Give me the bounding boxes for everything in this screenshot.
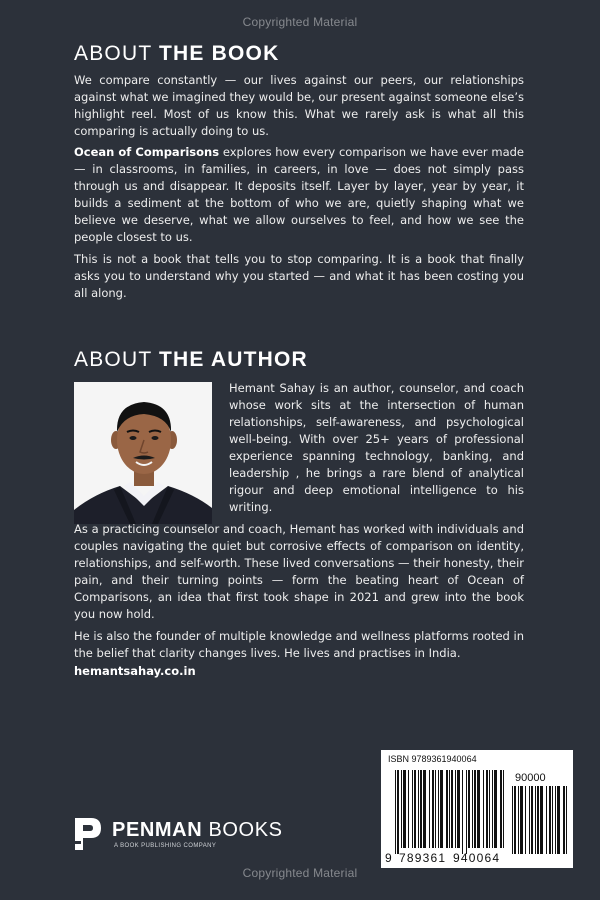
main-barcode-bars	[395, 770, 504, 854]
author-portrait-illustration	[74, 382, 212, 524]
copyright-watermark-bottom: Copyrighted Material	[242, 866, 358, 880]
about-author-heading-bold: THE AUTHOR	[159, 348, 308, 371]
book-description-paragraph-2	[74, 144, 524, 246]
barcode-bar	[418, 770, 419, 848]
author-photo	[74, 382, 212, 524]
barcode-bar	[546, 786, 547, 854]
copyright-watermark-top: Copyrighted Material	[242, 15, 358, 29]
barcode-bar	[549, 786, 551, 854]
publisher-name-light: BOOKS	[202, 819, 283, 841]
publisher-name	[112, 819, 283, 842]
barcode-bar	[468, 770, 470, 848]
barcode-bar	[520, 786, 523, 854]
author-bio-paragraph-3: He is also the founder of multiple knowledge and wellness platforms rooted in the belief that clarity changes lives. He lives and practises in India.	[74, 629, 524, 660]
barcode-bar	[432, 770, 434, 848]
book-description-paragraph-3: This is not a book that tells you to stop comparing. It is a book that finally asks you to understand why you started — and what it has been costing you all along.	[74, 252, 524, 300]
penman-p-logo-icon	[73, 816, 103, 852]
barcode-bar	[529, 786, 530, 854]
barcode-bar	[566, 786, 567, 854]
barcode-graphic	[381, 750, 573, 868]
about-book-heading-light: ABOUT	[74, 42, 152, 65]
publisher-logo	[73, 816, 303, 856]
publisher-name-bold: PENMAN	[112, 819, 203, 841]
isbn-barcode	[381, 750, 573, 868]
barcode-left-digits: 789361	[399, 851, 447, 865]
book-title-inline: Ocean of Comparisons	[74, 145, 220, 159]
barcode-bar	[472, 770, 473, 848]
barcode-bar	[531, 786, 533, 854]
barcode-bar	[552, 786, 553, 854]
author-bio-paragraph-1: Hemant Sahay is an author, counselor, and coach whose work sits at the intersection of human relationships, self-awareness, and psychological well-being. With over 25+ years of professional experience spanning technology, banking, and leadership , he brings a rare blend of analytical rigour and deep emotional intelligence to his writing.	[229, 381, 524, 514]
barcode-bar	[446, 770, 448, 848]
barcode-bar	[401, 770, 402, 848]
barcode-bar	[483, 770, 484, 848]
barcode-bar	[449, 770, 450, 848]
barcode-bar	[397, 770, 399, 854]
about-book-heading-bold: THE BOOK	[159, 42, 280, 65]
barcode-bar	[440, 770, 443, 848]
barcode-bar	[494, 770, 497, 848]
barcode-bar	[451, 770, 453, 848]
barcode-bar	[535, 786, 536, 854]
barcode-bar	[537, 786, 539, 854]
barcode-bar	[466, 770, 467, 854]
about-author-heading-light: ABOUT	[74, 348, 152, 371]
barcode-bar	[412, 770, 413, 848]
barcode-bar	[503, 770, 504, 848]
barcode-bar	[557, 786, 560, 854]
addon-barcode-bars	[512, 786, 567, 854]
barcode-bar	[540, 786, 543, 854]
barcode-bar	[435, 770, 436, 848]
barcode-bar	[514, 786, 516, 854]
author-bio-paragraph-2: As a practicing counselor and coach, Hemant has worked with individuals and couples navigating the quiet but corrosive effects of comparison on identity, relationships, and self-worth. These lived conversations — their honesty, their pain, and their turning points — form the beating heart of Ocean of Comparisons, an idea that first took shape in 2021 and grew into the book you now hold.	[74, 522, 524, 621]
price-code-text: 90000	[515, 772, 546, 784]
barcode-bar	[474, 770, 476, 848]
barcode-bar	[555, 786, 556, 854]
barcode-bar	[512, 786, 513, 854]
publisher-tagline: A BOOK PUBLISHING COMPANY	[114, 843, 217, 849]
isbn-label: ISBN 9789361940064	[388, 754, 477, 764]
book-description-paragraph-1: We compare constantly — our lives against our peers, our relationships against what we imagined they would be, our present against someone else’s highlight reel. Most of us know this. What we rarely ask is what all this comparing is actually doing to us.	[74, 73, 524, 138]
barcode-bar	[563, 786, 565, 854]
about-book-heading	[74, 42, 279, 66]
barcode-bar	[462, 770, 463, 854]
barcode-bar	[438, 770, 439, 848]
barcode-first-digit: 9	[385, 851, 392, 865]
barcode-bar	[414, 770, 416, 848]
barcode-bar	[525, 786, 526, 854]
barcode-bar	[408, 770, 409, 848]
about-author-heading	[74, 348, 308, 372]
barcode-bar	[429, 770, 430, 848]
barcode-bar	[492, 770, 493, 848]
barcode-bar	[457, 770, 460, 848]
barcode-bar	[420, 770, 422, 848]
barcode-bar	[489, 770, 490, 848]
barcode-bar	[500, 770, 502, 848]
barcode-bar	[518, 786, 519, 854]
barcode-bar	[455, 770, 456, 848]
barcode-bar	[423, 770, 426, 848]
barcode-bar	[403, 770, 406, 848]
barcode-bar	[477, 770, 480, 848]
author-website: hemantsahay.co.in	[74, 664, 196, 678]
barcode-bar	[395, 770, 396, 854]
barcode-right-digits: 940064	[453, 851, 501, 865]
book-description-paragraph-2-body: explores how every comparison we have ever made — in classrooms, in families, in careers, in love — does not simply pass through us and disappear. It deposits itself. Layer by layer, year by year, it builds a sediment at the bottom of who we are, quietly shaping what we believe we deserve, what we allow ourselves to feel, and how we see the people closest to us.	[74, 145, 524, 244]
barcode-bar	[486, 770, 488, 848]
